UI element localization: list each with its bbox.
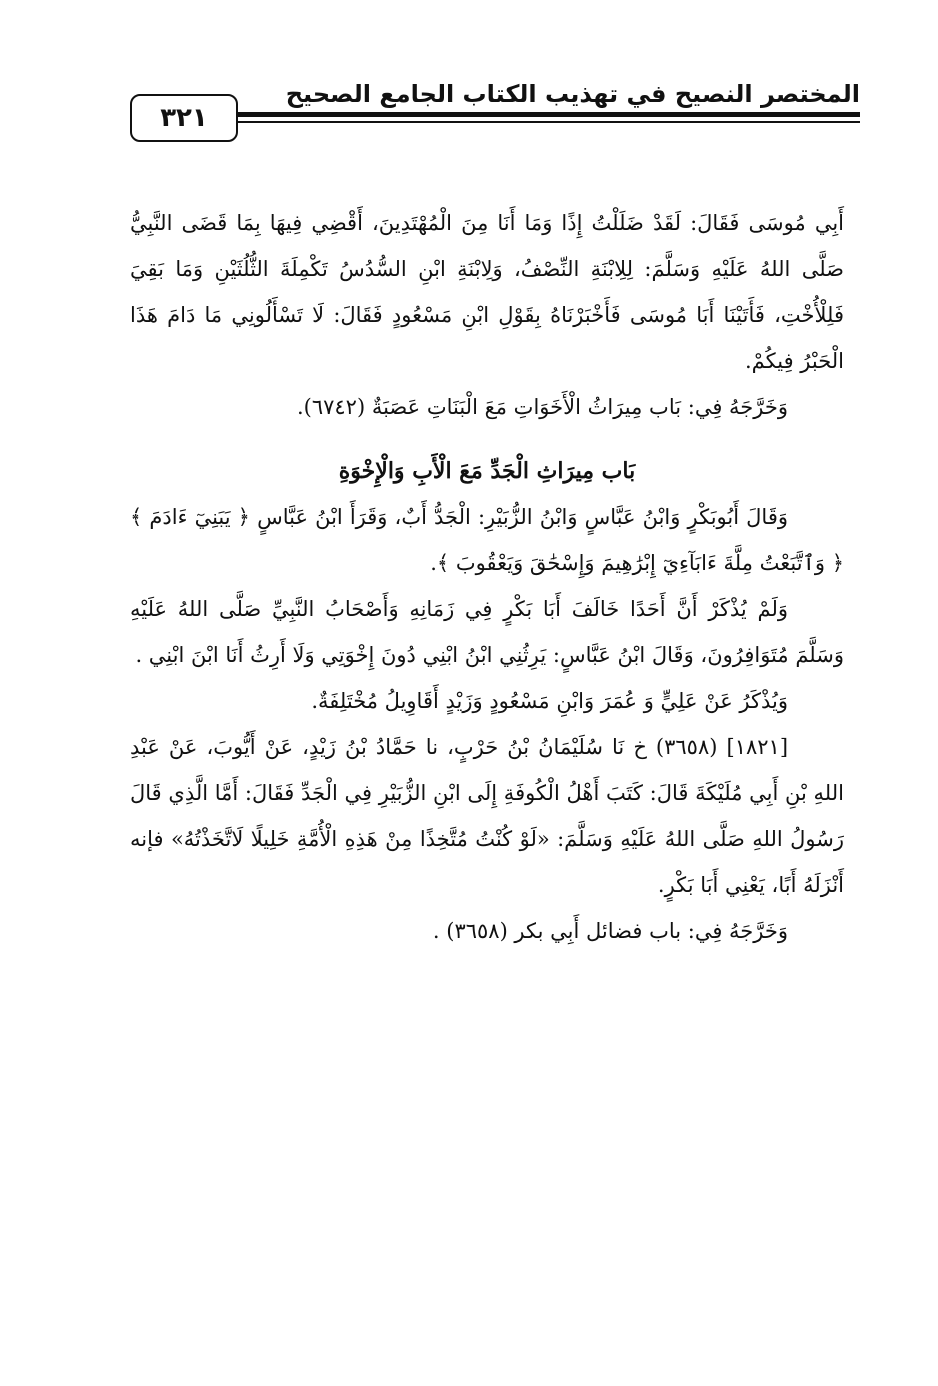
paragraph-hadith-1821: [١٨٢١] (٣٦٥٨) خ نَا سُلَيْمَانُ بْنُ حَرْبٍ، نا حَمَّادُ بْنُ زَيْدٍ، عَنْ أَيُّوبَ، عَنْ عَبْدِ اللهِ بْنِ أَبِي مُلَيْكَةَ قَالَ: كَتَبَ أَهْلُ الْكُوفَةِ إِلَى ابْنِ الزُّبَيْرِ فِي الْجَدِّ فَقَالَ: أَمَّا الَّذِي قَالَ رَسُولُ اللهِ صَلَّى اللهُ عَلَيْهِ وَسَلَّمَ: «لَوْ كُنْتُ مُتَّخِذًا مِنْ هَذِهِ الْأُمَّةِ خَلِيلًا لَاتَّخَذْتُهُ» فإنه أَنْزَلَهُ أَبًا، يَعْنِي أَبَا بَكْرٍ. xyxy=(130,735,844,897)
paragraph-differing-views: وَيُذْكَرُ عَنْ عَلِيٍّ وَ عُمَرَ وَابْنِ مَسْعُودٍ وَزَيْدٍ أَقَاوِيلُ مُخْتَلِفَةٌ. xyxy=(311,689,788,713)
header-rule-thin xyxy=(236,121,860,123)
chapter-heading: بَاب مِيرَاثِ الْجَدِّ مَعَ الْأَبِ وَالْإِخْوَةِ xyxy=(338,458,636,484)
page-number: ٣٢١ xyxy=(130,94,238,142)
takhrij-note-2: وَخَرَّجَهُ فِي: باب فضائل أَبِي بكر (٣٦٥٨) . xyxy=(432,919,788,943)
header-rule-thick xyxy=(236,112,860,117)
takhrij-note-1: وَخَرَّجَهُ فِي: بَاب مِيرَاثُ الْأَخَوَاتِ مَعَ الْبَنَاتِ عَصَبَةٌ (٦٧٤٢). xyxy=(296,395,788,419)
paragraph-hadith-continuation: أَبِي مُوسَى فَقَالَ: لَقَدْ ضَلَلْتُ إِذًا وَمَا أَنَا مِنَ الْمُهْتَدِينَ، أَقْضِي فِيهَا بِمَا قَضَى النَّبِيُّ صَلَّى اللهُ عَلَيْهِ وَسَلَّمَ: لِلِابْنَةِ النِّصْفُ، وَلِابْنَةِ ابْنِ السُّدُسُ تَكْمِلَةَ الثُّلُثَيْنِ وَمَا بَقِيَ فَلِلْأُخْتِ، فَأَتَيْنَا أَبَا مُوسَى فَأَخْبَرْنَاهُ بِقَوْلِ ابْنِ مَسْعُودٍ فَقَالَ: لَا تَسْأَلُونِي مَا دَامَ هَذَا الْحَبْرُ فِيكُمْ. xyxy=(130,211,844,373)
paragraph-athar-grandfather: وَقَالَ أَبُوبَكْرٍ وَابْنُ عَبَّاسٍ وَابْنُ الزُّبَيْرِ: الْجَدُّ أَبٌ، وَقَرَأَ ابْنُ عَبَّاسٍ ﴿ يَبَنِيٓ ءَادَمَ ﴾ ﴿ وَٱتَّبَعْتُ مِلَّةَ ءَابَآءِيٓ إِبْرَٰهِيمَ وَإِسْحَٰقَ وَيَعْقُوبَ ﴾. xyxy=(130,505,844,575)
main-text xyxy=(130,200,844,954)
running-title: المختصر النصيح في تهذيب الكتاب الجامع الصحيح xyxy=(285,80,860,108)
paragraph-no-dissent: وَلَمْ يُذْكَرْ أَنَّ أَحَدًا خَالَفَ أَبَا بَكْرٍ فِي زَمَانِهِ وَأَصْحَابُ النَّبِيِّ صَلَّى اللهُ عَلَيْهِ وَسَلَّمَ مُتَوَافِرُونَ، وَقَالَ ابْنُ عَبَّاسٍ: يَرِثُنِي ابْنُ ابْنِي دُونَ إِخْوَتِي وَلَا أَرِثُ أَنَا ابْنَ ابْنِي . xyxy=(130,597,844,667)
